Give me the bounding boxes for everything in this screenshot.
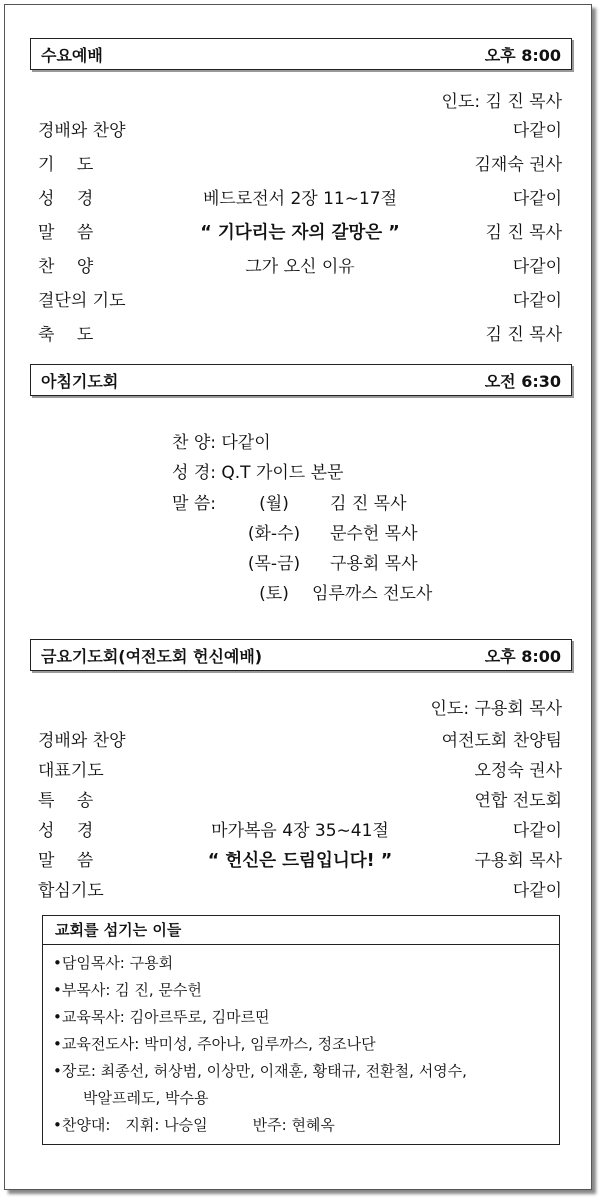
order-row: [38, 878, 562, 904]
schedule-preacher: 임루까스 전도사: [312, 584, 433, 604]
order-item-label: 기 도: [38, 155, 94, 175]
order-row: [38, 818, 562, 844]
staff-title: 교회를 섬기는 이들: [43, 916, 559, 945]
church-staff-box: [42, 915, 560, 1145]
staff-item: •교육전도사: 박미성, 주아나, 임루까스, 정조나단: [53, 1035, 376, 1053]
order-row: [38, 220, 562, 246]
order-item-person: 김 진 목사: [485, 223, 562, 243]
order-item-label: 결단의 기도: [38, 291, 126, 311]
staff-item: •교육목사: 김아르뚜로, 김마르띤: [53, 1008, 270, 1026]
order-row: [38, 186, 562, 212]
order-item-content: 마가복음 4장 35∼41절: [211, 821, 389, 841]
wednesday-service-header: [30, 38, 572, 70]
staff-item: •담임목사: 구용회: [53, 954, 174, 972]
order-item-person: 다같이: [512, 881, 562, 901]
staff-item: •찬양대: 지휘: 나승일 반주: 현혜옥: [53, 1116, 335, 1134]
sermon-title: “ 헌신은 드림입니다! ”: [207, 851, 393, 871]
order-item-person: 다같이: [512, 257, 562, 277]
schedule-preacher: 문수헌 목사: [330, 524, 418, 544]
order-item-person: 여전도회 찬양팀: [441, 731, 562, 751]
order-row: [38, 728, 562, 754]
friday-time: 오후 8:00: [484, 646, 561, 666]
order-item-label: 특 송: [38, 791, 94, 811]
order-item-person: 다같이: [512, 121, 562, 141]
morning-sermon-label: 말 씀:: [172, 494, 216, 514]
order-row: [38, 788, 562, 814]
order-item-label: 합심기도: [38, 881, 104, 901]
wednesday-title: 수요예배: [41, 45, 103, 65]
order-row: [38, 758, 562, 784]
order-row: [38, 254, 562, 280]
schedule-preacher: 구용회 목사: [330, 554, 418, 574]
schedule-day: (토): [259, 584, 289, 604]
order-row: [38, 322, 562, 348]
schedule-day: (화-수): [247, 524, 301, 544]
order-item-label: 성 경: [38, 821, 94, 841]
staff-item: •장로: 최종선, 허상범, 이상만, 이재훈, 황태규, 전환철, 서영수,: [53, 1062, 467, 1080]
friday-title: 금요기도회(여전도회 헌신예배): [41, 646, 263, 666]
staff-item: 박알프레도, 박수용: [53, 1089, 209, 1107]
wednesday-time: 오후 8:00: [484, 45, 561, 65]
friday-leader: 인도: 구용회 목사: [430, 699, 562, 719]
order-item-label: 말 씀: [38, 223, 94, 243]
morning-time: 오전 6:30: [484, 371, 561, 391]
morning-praise: 찬 양: 다같이: [172, 433, 271, 453]
order-item-label: 축 도: [38, 325, 94, 345]
order-item-label: 대표기도: [38, 761, 104, 781]
order-item-person: 다같이: [512, 821, 562, 841]
schedule-day: (월): [259, 494, 289, 514]
friday-prayer-header: [30, 639, 572, 671]
order-row: [38, 152, 562, 178]
order-item-person: 김재숙 권사: [474, 155, 562, 175]
order-row: [38, 288, 562, 314]
morning-title: 아침기도회: [41, 371, 119, 391]
morning-prayer-header: [30, 364, 572, 396]
order-item-content: 그가 오신 이유: [245, 257, 355, 277]
order-item-person: 오정숙 권사: [474, 761, 562, 781]
order-item-person: 다같이: [512, 189, 562, 209]
order-item-person: 김 진 목사: [485, 325, 562, 345]
order-item-person: 구용회 목사: [474, 851, 562, 871]
order-item-label: 말 씀: [38, 851, 94, 871]
order-item-label: 경배와 찬양: [38, 121, 126, 141]
sermon-title: “ 기다리는 자의 갈망은 ”: [200, 223, 400, 243]
wednesday-leader: 인도: 김 진 목사: [441, 92, 562, 112]
order-item-person: 다같이: [512, 291, 562, 311]
staff-item: •부목사: 김 진, 문수헌: [53, 981, 202, 999]
order-row: [38, 848, 562, 874]
schedule-preacher: 김 진 목사: [330, 494, 407, 514]
order-item-person: 연합 전도회: [474, 791, 562, 811]
order-item-label: 찬 양: [38, 257, 94, 277]
order-item-label: 성 경: [38, 189, 94, 209]
order-row: [38, 118, 562, 144]
schedule-day: (목-금): [247, 554, 301, 574]
morning-scripture: 성 경: Q.T 가이드 본문: [172, 463, 344, 483]
order-item-content: 베드로전서 2장 11∼17절: [202, 189, 398, 209]
order-item-label: 경배와 찬양: [38, 731, 126, 751]
